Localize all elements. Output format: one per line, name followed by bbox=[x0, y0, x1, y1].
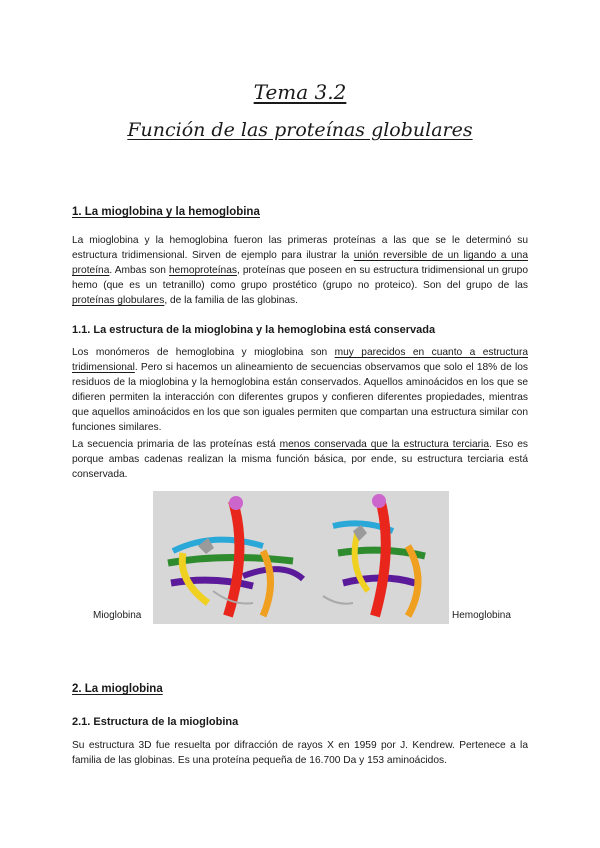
underlined-term: menos conservada que la estructura terciaria bbox=[279, 439, 489, 450]
underlined-term: hemoproteínas bbox=[169, 265, 237, 276]
page-title: Tema 3.2 bbox=[253, 80, 347, 104]
underlined-term: unión reversible de un ligando a una proteína bbox=[72, 250, 528, 276]
section-1-heading: 1. La mioglobina y la hemoglobina bbox=[72, 206, 260, 218]
underlined-term: proteínas globulares bbox=[72, 295, 165, 306]
protein-ribbon-illustration bbox=[153, 491, 449, 624]
section-1-paragraph: La mioglobina y la hemoglobina fueron las primeras proteínas a las que se le determinó su estructura tridimensional. Sirven de ejemplo para ilustrar la unión reversible de un ligando a una proteína. Ambas son hemoproteínas, proteínas que poseen en su estructura tridimensional un grupo hemo (que es un tetranillo) como grupo prostético (grupo no proteico). Son del grupo de las proteínas globulares, de la familia de las globinas. bbox=[72, 235, 528, 306]
hemoglobin-structure bbox=[323, 494, 425, 616]
underlined-term: muy parecidos en cuanto a estructura tridimensional bbox=[72, 347, 528, 373]
section-1-1-paragraph-2: La secuencia primaria de las proteínas está menos conservada que la estructura terciaria. Eso es porque ambas cadenas realizan la misma función básica, por ende, su estructura terciaria está conservada. bbox=[72, 439, 529, 480]
section-1-1-paragraph-1: Los monómeros de hemoglobina y mioglobina son muy parecidos en cuanto a estructura tridimensional. Pero si hacemos un alineamiento de secuencias observamos que solo el 18% de los residuos de la mioglobina y la hemoglobina están conservados. Aquellos aminoácidos en los que se difieren permiten la interacción con diferentes grupos y confieren diferentes propiedades, mientras que aquellos aminoácidos en los que son iguales permiten que compartan una estructura similar con funciones similares. bbox=[72, 347, 528, 433]
figure-label-hemoglobin: Hemoglobina bbox=[452, 610, 511, 621]
section-1-1-heading: 1.1. La estructura de la mioglobina y la hemoglobina está conservada bbox=[72, 324, 436, 336]
myoglobin-structure bbox=[168, 496, 303, 616]
figure-label-myoglobin: Mioglobina bbox=[93, 610, 142, 621]
section-2-1-heading: 2.1. Estructura de la mioglobina bbox=[72, 716, 239, 728]
section-2-heading: 2. La mioglobina bbox=[72, 683, 163, 695]
section-2-1-paragraph: Su estructura 3D fue resuelta por difracción de rayos X en 1959 por J. Kendrew. Pertenece a la familia de las globinas. Es una proteína pequeña de 16.700 Da y 153 aminoácidos. bbox=[72, 740, 528, 766]
page-subtitle: Función de las proteínas globulares bbox=[127, 119, 473, 141]
protein-structures-figure bbox=[153, 491, 449, 624]
